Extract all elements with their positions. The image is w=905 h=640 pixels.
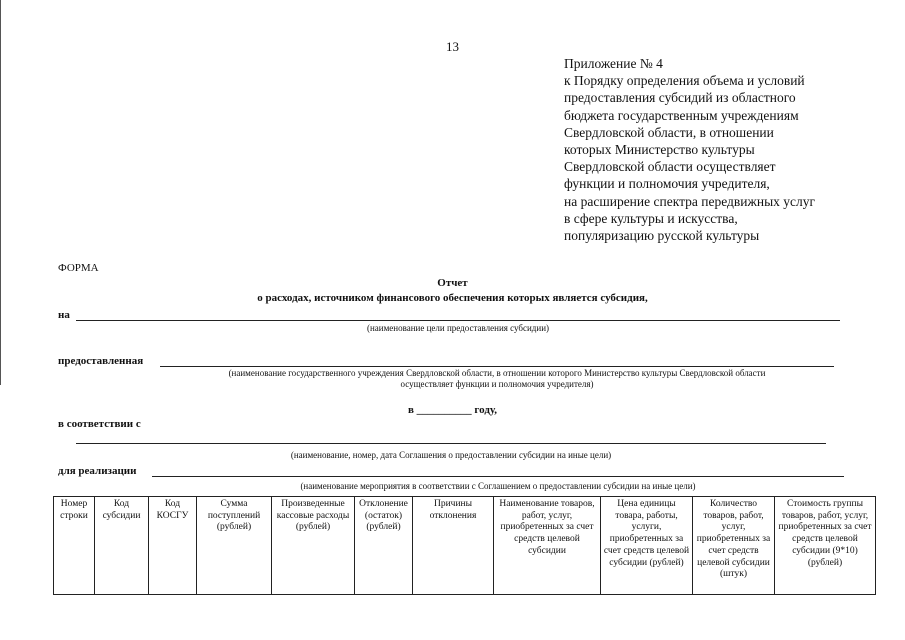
recipient-label: предоставленная — [58, 355, 144, 367]
table-header-row — [54, 497, 876, 595]
table-header-cell: Наименование товаров, работ, услуг, приобретенных за счет средств целевой субсидии — [494, 497, 601, 595]
table-header-cell: Причины отклонения — [413, 497, 494, 595]
activity-fill-line[interactable] — [152, 476, 844, 477]
report-year: в __________ году, — [407, 404, 498, 416]
appendix-line: к Порядку определения объема и условий — [564, 73, 805, 89]
appendix-line: функции и полномочия учредителя, — [564, 176, 770, 192]
appendix-line: Свердловской области, в отношении — [564, 124, 774, 140]
appendix-line: на расширение спектра передвижных услуг — [564, 193, 816, 209]
purpose-label: на — [58, 309, 70, 321]
appendix-block — [564, 55, 884, 244]
table-header-cell: Код КОСГУ — [149, 497, 197, 595]
appendix-line: Свердловской области осуществляет — [564, 159, 776, 175]
table-header-cell: Отклонение (остаток) (рублей) — [355, 497, 413, 595]
table-header-cell: Номер строки — [54, 497, 95, 595]
activity-caption: (наименование мероприятия в соответствии с Соглашением о предоставлении субсидии на иные цели) — [300, 481, 696, 491]
recipient-caption-line: (наименование государственного учреждения Свердловской области, в отношении которого Министерство культуры Свердловской области — [228, 368, 766, 378]
table-header-cell: Произведенные кассовые расходы (рублей) — [272, 497, 355, 595]
appendix-line: которых Министерство культуры — [564, 142, 755, 158]
appendix-line: предоставления субсидий из областного — [564, 90, 796, 106]
agreement-label: в соответствии с — [58, 418, 141, 430]
table-header-cell: Стоимость группы товаров, работ, услуг, приобретенных за счет средств целевой субсидии (9*10) (рублей) — [775, 497, 876, 595]
table-header-cell: Код субсидии — [95, 497, 149, 595]
agreement-caption: (наименование, номер, дата Соглашения о предоставлении субсидии на иные цели) — [290, 450, 612, 460]
report-subtitle: о расходах, источником финансового обеспечения которых является субсидия, — [257, 292, 648, 304]
purpose-fill-line[interactable] — [76, 320, 840, 321]
table-header-cell: Цена единицы товара, работы, услуги, приобретенных за счет средств целевой субсидии (рублей) — [601, 497, 693, 595]
activity-label: для реализации — [58, 465, 137, 477]
page-number: 13 — [446, 39, 459, 54]
appendix-line: бюджета государственным учреждениям — [564, 107, 799, 123]
recipient-caption-line: осуществляет функции и полномочия учредителя) — [400, 378, 594, 389]
page-edge-line — [0, 0, 1, 385]
form-label: ФОРМА — [58, 262, 99, 274]
appendix-line: в сфере культуры и искусства, — [564, 210, 738, 226]
table-header-cell: Сумма поступлений (рублей) — [197, 497, 272, 595]
appendix-line: популяризацию русской культуры — [564, 228, 760, 244]
recipient-caption — [160, 368, 834, 389]
table-header-cell: Количество товаров, работ, услуг, приобретенных за счет средств целевой субсидии (штук) — [693, 497, 775, 595]
appendix-line: Приложение № 4 — [564, 56, 663, 71]
report-table — [53, 496, 876, 595]
recipient-fill-line[interactable] — [160, 366, 834, 367]
report-title: Отчет — [437, 277, 468, 289]
purpose-caption: (наименование цели предоставления субсидии) — [366, 323, 550, 333]
agreement-fill-line[interactable] — [76, 443, 826, 444]
